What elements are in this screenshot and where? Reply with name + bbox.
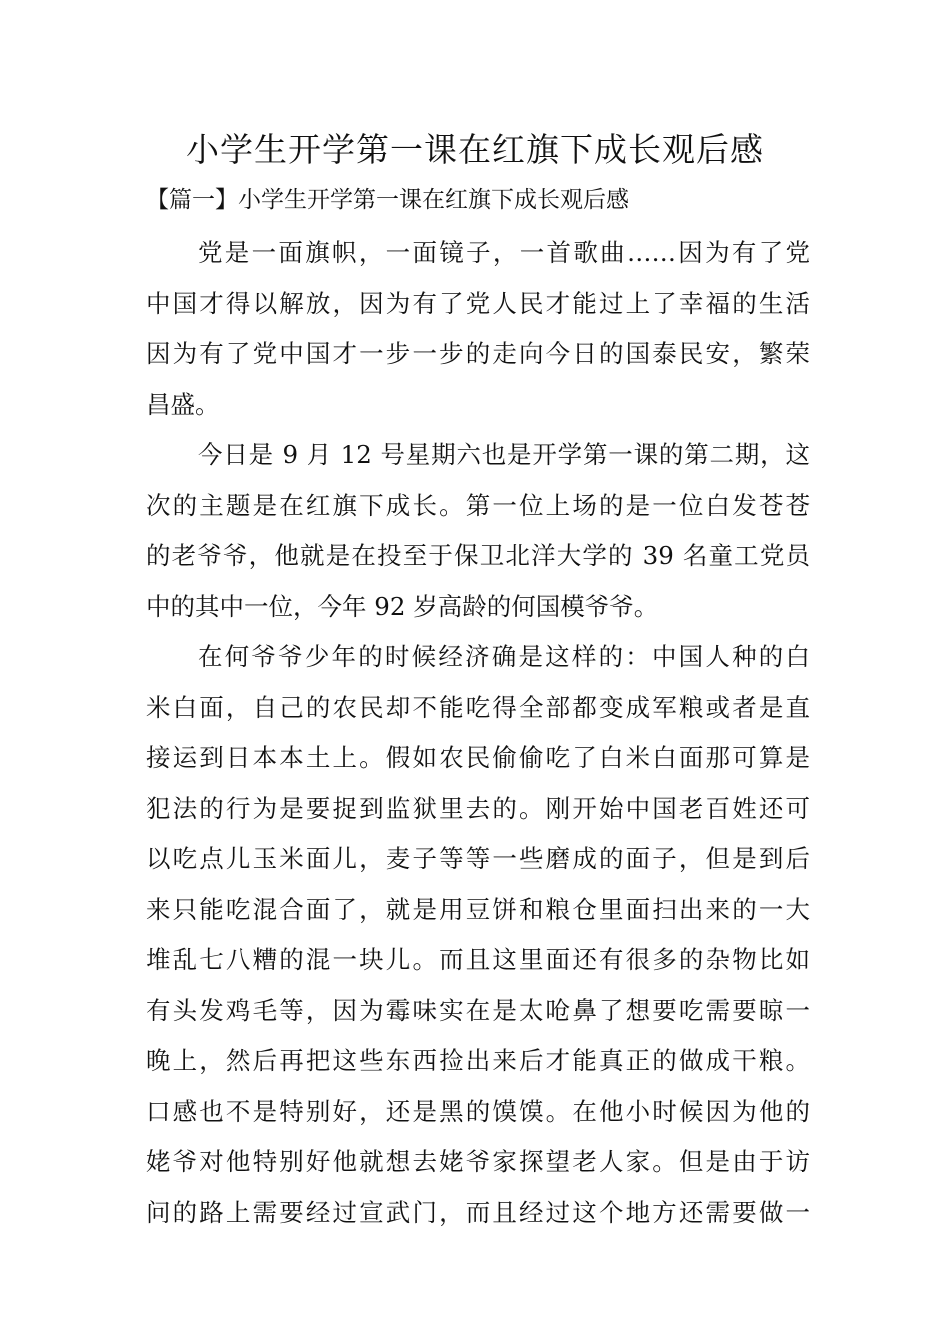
paragraph-1 — [146, 228, 810, 430]
text-line: 犯法的行为是要捉到监狱里去的。刚开始中国老百姓还可 — [146, 793, 810, 823]
text-line: 中的其中一位，今年 92 岁高龄的何国模爷爷。 — [146, 591, 659, 621]
section-heading: 【篇一】小学生开学第一课在红旗下成长观后感 — [146, 187, 629, 213]
text-line: 在何爷爷少年的时候经济确是这样的：中国人种的白 — [198, 642, 810, 671]
text-line: 昌盛。 — [146, 389, 220, 419]
text-line: 米白面，自己的农民却不能吃得全部都变成军粮或者是直 — [146, 692, 810, 722]
text-line: 晚上，然后再把这些东西捡出来后才能真正的做成干粮。 — [146, 1046, 810, 1075]
paragraph-2 — [146, 430, 810, 632]
text-line: 因为有了党中国才一步一步的走向今日的国泰民安，繁荣 — [146, 339, 810, 368]
text-line: 有头发鸡毛等，因为霉味实在是太呛鼻了想要吃需要晾一 — [146, 995, 810, 1025]
document-body — [146, 228, 810, 1238]
text-line: 接运到日本本土上。假如农民偷偷吃了白米白面那可算是 — [146, 743, 810, 772]
text-line: 的老爷爷，他就是在投至于保卫北洋大学的 39 名童工党员 — [146, 541, 810, 570]
text-line: 堆乱七八糟的混一块儿。而且这里面还有很多的杂物比如 — [146, 945, 810, 974]
text-line: 以吃点儿玉米面儿，麦子等等一些磨成的面子，但是到后 — [146, 844, 810, 873]
document-title: 小学生开学第一课在红旗下成长观后感 — [186, 130, 764, 169]
text-line: 来只能吃混合面了，就是用豆饼和粮仓里面扫出来的一大 — [146, 894, 810, 924]
text-line: 问的路上需要经过宣武门，而且经过这个地方还需要做一 — [146, 1197, 810, 1227]
text-line: 中国才得以解放，因为有了党人民才能过上了幸福的生活 — [146, 288, 810, 318]
text-line: 今日是 9 月 12 号星期六也是开学第一课的第二期，这 — [198, 440, 810, 469]
text-line: 姥爷对他特别好他就想去姥爷家探望老人家。但是由于访 — [146, 1147, 810, 1176]
text-line: 次的主题是在红旗下成长。第一位上场的是一位白发苍苍 — [146, 490, 810, 520]
text-line: 口感也不是特别好，还是黑的馍馍。在他小时候因为他的 — [146, 1096, 810, 1126]
paragraph-3 — [146, 632, 810, 1238]
text-line: 党是一面旗帜，一面镜子，一首歌曲……因为有了党 — [198, 238, 810, 267]
